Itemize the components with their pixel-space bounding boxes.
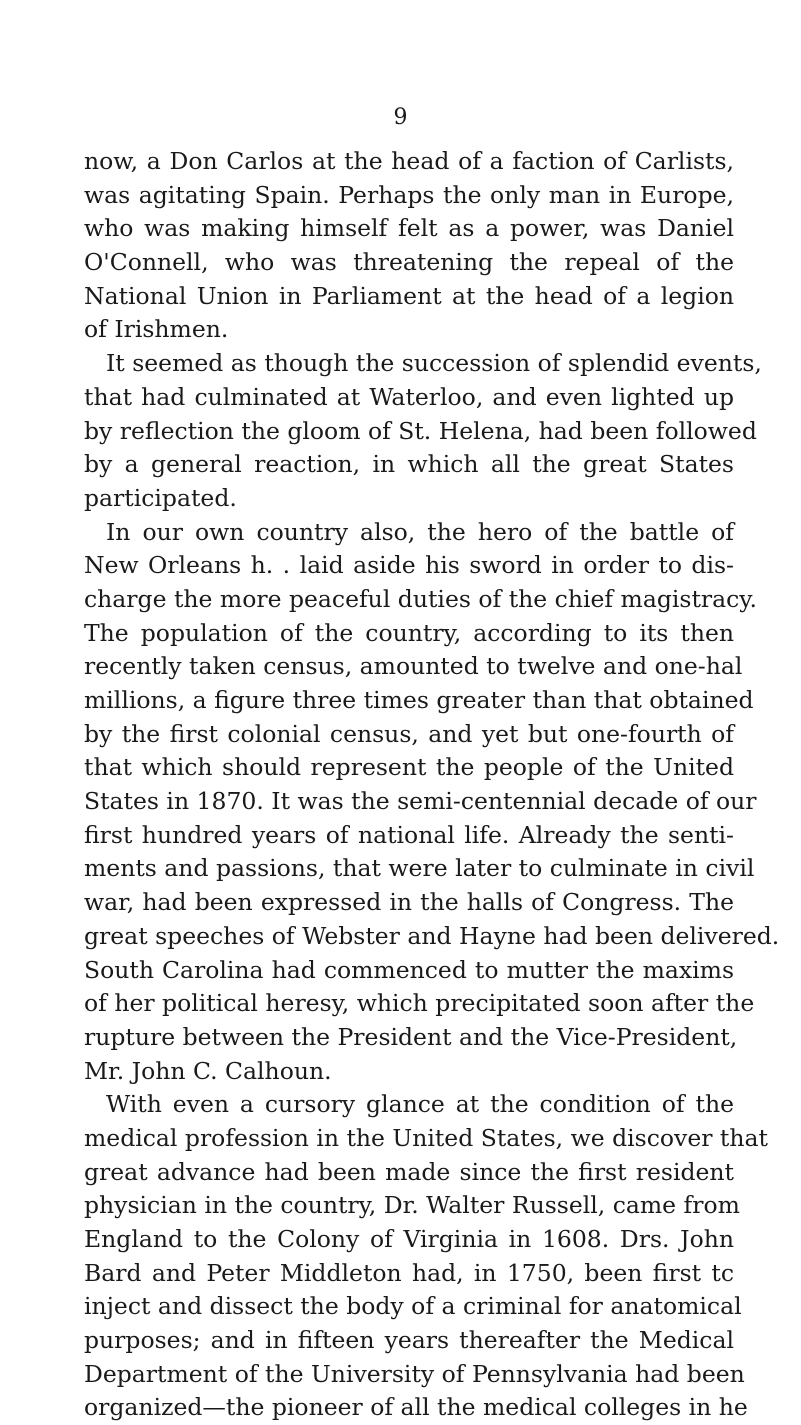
text-line: charge the more peaceful duties of the chief magistracy. <box>84 584 757 613</box>
text-line: was agitating Spain. Perhaps the only man in Europe, <box>84 180 734 209</box>
page-number: 9 <box>393 105 408 130</box>
text-line: ments and passions, that were later to culminate in civil <box>84 854 755 883</box>
text-line: of Irishmen. <box>84 315 229 344</box>
text-line: participated. <box>84 483 237 512</box>
text-line: now, a Don Carlos at the head of a faction of Carlists, <box>84 147 734 175</box>
text-line: inject and dissect the body of a criminal for anatomical <box>84 1292 742 1321</box>
text-line: of her political heresy, which precipitated soon after the <box>84 989 755 1018</box>
text-line: medical profession in the United States, we discover that <box>84 1123 768 1152</box>
text-line: It seemed as though the succession of splendid events, <box>106 349 762 378</box>
text-line: who was making himself felt as a power, was Daniel <box>84 214 734 243</box>
text-line: that had culminated at Waterloo, and even lighted up <box>84 382 734 411</box>
text-line: that which should represent the people of the United <box>84 753 734 782</box>
text-line: South Carolina had commenced to mutter the maxims <box>84 955 734 984</box>
text-line: Department of the University of Pennsylvania had been <box>84 1359 745 1388</box>
text-line: recently taken census, amounted to twelve and one-hal <box>84 652 743 681</box>
text-line: millions, a figure three times greater than that obtained <box>84 686 754 714</box>
text-line: Bard and Peter Middleton had, in 1750, been first tc <box>84 1258 734 1287</box>
text-line: The population of the country, according to its then <box>84 618 734 647</box>
text-line: great speeches of Webster and Hayne had been delivered. <box>84 921 780 950</box>
text-line: With even a cursory glance at the condition of the <box>106 1090 734 1119</box>
text-line: In our own country also, the hero of the battle of <box>106 517 734 546</box>
text-line: purposes; and in fifteen years thereafter the Medical <box>84 1326 734 1355</box>
text-line: organized—the pioneer of all the medical colleges in he <box>84 1393 748 1422</box>
text-line: O'Connell, who was threatening the repeal of the <box>84 248 734 277</box>
text-line: rupture between the President and the Vice-President, <box>84 1022 738 1051</box>
text-line: Mr. John C. Calhoun. <box>84 1056 332 1085</box>
body-text <box>84 145 780 1425</box>
text-line: first hundred years of national life. Already the senti- <box>84 820 734 849</box>
text-line: by the first colonial census, and yet but one-fourth of <box>84 719 734 748</box>
text-line: war, had been expressed in the halls of Congress. The <box>84 888 734 917</box>
text-line: by a general reaction, in which all the great States <box>84 450 734 479</box>
text-line: States in 1870. It was the semi-centennial decade of our <box>84 787 757 816</box>
text-line: great advance had been made since the first resident <box>84 1157 734 1186</box>
text-line: physician in the country, Dr. Walter Russell, came from <box>84 1191 740 1220</box>
text-line: National Union in Parliament at the head of a legion <box>84 281 734 310</box>
text-line: by reflection the gloom of St. Helena, had been followed <box>84 416 757 445</box>
text-line: England to the Colony of Virginia in 1608. Drs. John <box>84 1225 734 1253</box>
text-line: New Orleans h. . laid aside his sword in order to dis- <box>84 551 734 580</box>
